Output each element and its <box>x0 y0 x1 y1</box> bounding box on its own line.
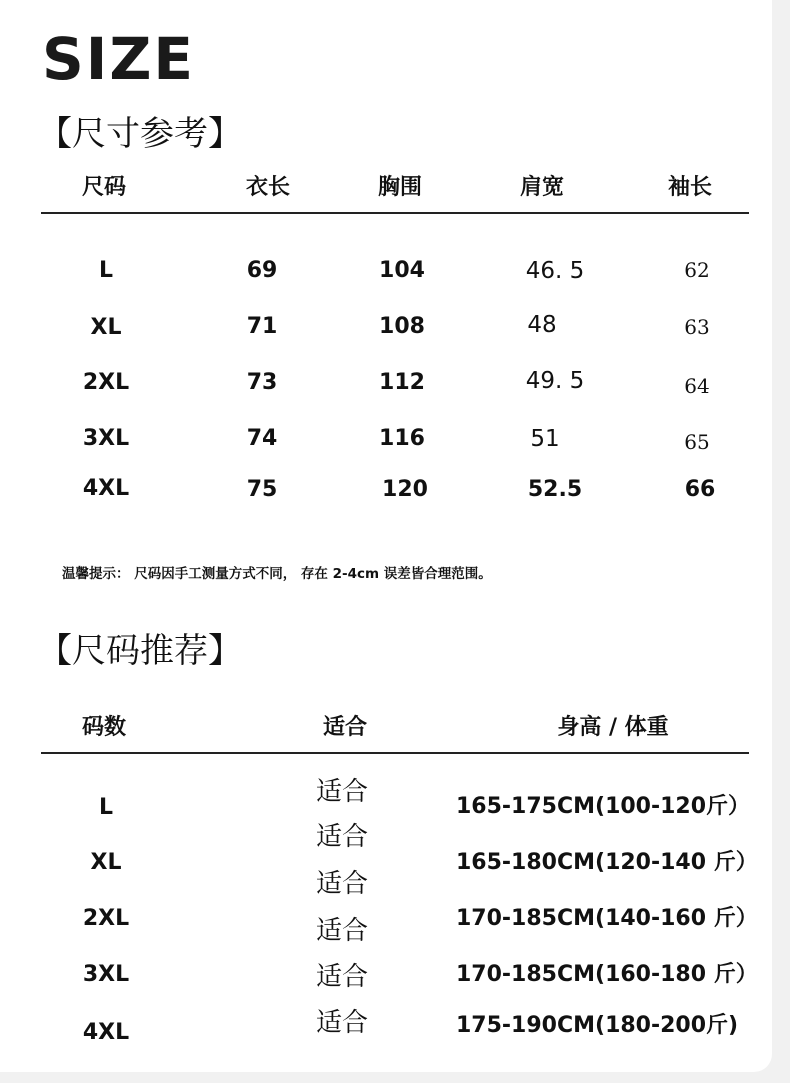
table-cell: 112 <box>379 370 425 395</box>
column-header-chest: 胸围 <box>377 175 423 200</box>
table-cell: 49. 5 <box>525 368 585 394</box>
height-weight-range: 165-180CM(120-140 斤） <box>456 850 758 875</box>
size-code: 3XL <box>82 962 130 987</box>
table-cell: 2XL <box>82 370 130 395</box>
fit-label: 适合 <box>315 916 369 946</box>
size-reference-heading: 【尺寸参考】 <box>38 114 242 154</box>
table-cell: 74 <box>246 426 278 451</box>
table-cell: 62 <box>684 258 710 282</box>
table-cell: 75 <box>246 477 278 502</box>
table-cell: 71 <box>246 314 278 339</box>
table-cell: 48 <box>527 312 557 338</box>
column-header-size: 尺码 <box>81 175 127 200</box>
height-weight-range: 170-185CM(140-160 斤） <box>456 906 758 931</box>
size-recommendation-heading: 【尺码推荐】 <box>38 631 242 671</box>
column-header-shoulder: 肩宽 <box>519 175 565 200</box>
size-code: 2XL <box>82 906 130 931</box>
table-cell: XL <box>90 315 122 340</box>
table-cell: 104 <box>379 258 425 283</box>
table-cell: 4XL <box>82 476 130 501</box>
table-cell: 116 <box>379 426 425 451</box>
column-header-sleeve: 袖长 <box>667 175 713 200</box>
table-cell: 46. 5 <box>525 258 585 284</box>
column-header-length: 衣长 <box>245 175 291 200</box>
fit-label: 适合 <box>315 869 369 899</box>
measurement-note: 温馨提示： 尺码因手工测量方式不同， 存在 2-4cm 误差皆合理范围。 <box>62 566 492 582</box>
table-cell: 69 <box>246 258 278 283</box>
fit-label: 适合 <box>315 822 369 852</box>
table-cell: 3XL <box>82 426 130 451</box>
table-cell: 64 <box>684 374 710 398</box>
header-divider <box>41 212 749 214</box>
table-cell: L <box>98 258 114 283</box>
column-header-height-weight: 身高 / 体重 <box>557 715 669 740</box>
size-code: L <box>98 795 114 820</box>
fit-label: 适合 <box>315 777 369 807</box>
table-cell: 66 <box>684 477 716 502</box>
column-header-size-code: 码数 <box>81 715 127 740</box>
height-weight-range: 175-190CM(180-200斤) <box>456 1013 739 1038</box>
table-cell: 52.5 <box>527 477 583 502</box>
table-cell: 65 <box>684 430 710 454</box>
fit-label: 适合 <box>315 1008 369 1038</box>
table-cell: 51 <box>530 426 560 452</box>
height-weight-range: 170-185CM(160-180 斤） <box>456 962 758 987</box>
table-cell: 73 <box>246 370 278 395</box>
table-cell: 63 <box>684 315 710 339</box>
table-cell: 120 <box>382 477 428 502</box>
page-title: SIZE <box>42 25 196 93</box>
size-code: XL <box>90 850 122 875</box>
fit-label: 适合 <box>315 962 369 992</box>
column-header-fit: 适合 <box>322 715 368 740</box>
header-divider <box>41 752 749 754</box>
height-weight-range: 165-175CM(100-120斤） <box>456 794 751 819</box>
size-code: 4XL <box>82 1020 130 1045</box>
table-cell: 108 <box>379 314 425 339</box>
